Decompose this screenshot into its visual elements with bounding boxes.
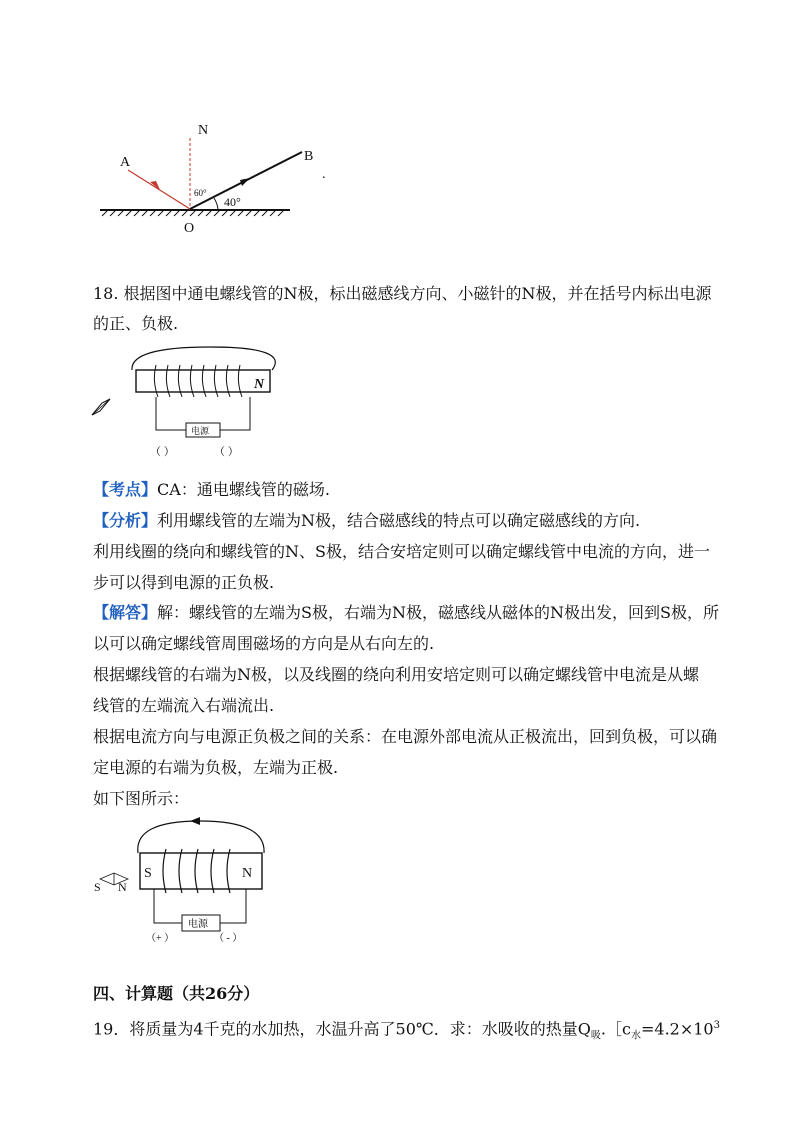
jieda-line2: 以可以确定螺线管周围磁场的方向是从右向左的.: [93, 634, 435, 653]
fig1-pole-n: N: [254, 377, 265, 392]
fig2-power: 电源: [188, 919, 208, 930]
fenxi-line2: 利用线圈的绕向和螺线管的N、S极，结合安培定则可以确定螺线管中电流的方向，进一: [93, 542, 710, 561]
q19-line: [93, 1015, 720, 1048]
kaodian-text: CA：通电螺线管的磁场.: [157, 480, 330, 499]
q18-line2: 的正、负极.: [93, 314, 179, 333]
jieda-tag: 【解答】: [93, 603, 158, 622]
jieda-line4: 线管的左端流入右端流出.: [93, 696, 275, 715]
needle-n: N: [118, 880, 127, 894]
jieda-text1: 解：螺线管的左端为S极，右端为N极，磁感线从磁体的N极出发，回到S极，所: [157, 603, 719, 622]
label-A: A: [120, 155, 131, 170]
label-B: B: [304, 149, 314, 164]
label-O: O: [184, 221, 195, 236]
fenxi-line3: 步可以得到电源的正负极.: [93, 573, 275, 592]
fig1-power: 电源: [191, 426, 210, 436]
fig2-bracket-left: （+ ）: [146, 933, 175, 944]
q19-value: =4.2×10: [640, 1019, 714, 1039]
fenxi-line1: [93, 510, 640, 532]
q18-line1: 18. 根据图中通电螺线管的N极，标出磁感线方向、小磁针的N极，并在括号内标出电源: [93, 284, 712, 303]
angle-40: 40°: [224, 195, 241, 209]
solenoid-figure-answer: [90, 815, 290, 945]
jieda-line7: 如下图所示：: [93, 789, 190, 808]
q19-q-sub: 吸: [590, 1030, 601, 1042]
fig2-pole-n: N: [242, 866, 253, 881]
jieda-line3: 根据螺线管的右端为N极，以及线圈的绕向利用安培定则可以确定螺线管中电流是从螺: [93, 665, 700, 684]
reflection-figure: [90, 110, 350, 240]
label-N: N: [198, 123, 209, 138]
jieda-line5: 根据电流方向与电源正负极之间的关系：在电源外部电流从正极流出，回到负极，可以确: [93, 727, 718, 746]
q19-tail: .［c: [600, 1019, 631, 1039]
fenxi-text1: 利用螺线管的左端为N极，结合磁感线的特点可以确定磁感线的方向.: [157, 511, 641, 530]
needle-s: S: [94, 880, 101, 894]
angle-60: 60°: [194, 188, 207, 198]
fig2-pole-s: S: [144, 866, 152, 881]
jieda-line6: 定电源的右端为负极，左端为正极.: [93, 758, 339, 777]
fig2-bracket-right: （ - ）: [214, 933, 243, 944]
solenoid-figure-question: [90, 345, 310, 460]
q19-c-sub: 水: [630, 1030, 641, 1042]
trailing-dot: .: [322, 167, 326, 182]
kaodian-tag: 【考点】: [93, 480, 158, 499]
fig1-bracket-left: （ ）: [150, 446, 175, 458]
fenxi-tag: 【分析】: [93, 511, 158, 530]
q19-text: 19．将质量为4千克的水加热，水温升高了50℃．求：水吸收的热量Q: [93, 1019, 591, 1039]
jieda-line1: [93, 602, 719, 624]
kaodian: [93, 479, 330, 501]
section4-title: 四、计算题（共26分）: [93, 984, 260, 1003]
q19-value-sup: 3: [713, 1020, 720, 1031]
fig1-bracket-right: （ ）: [214, 446, 239, 458]
